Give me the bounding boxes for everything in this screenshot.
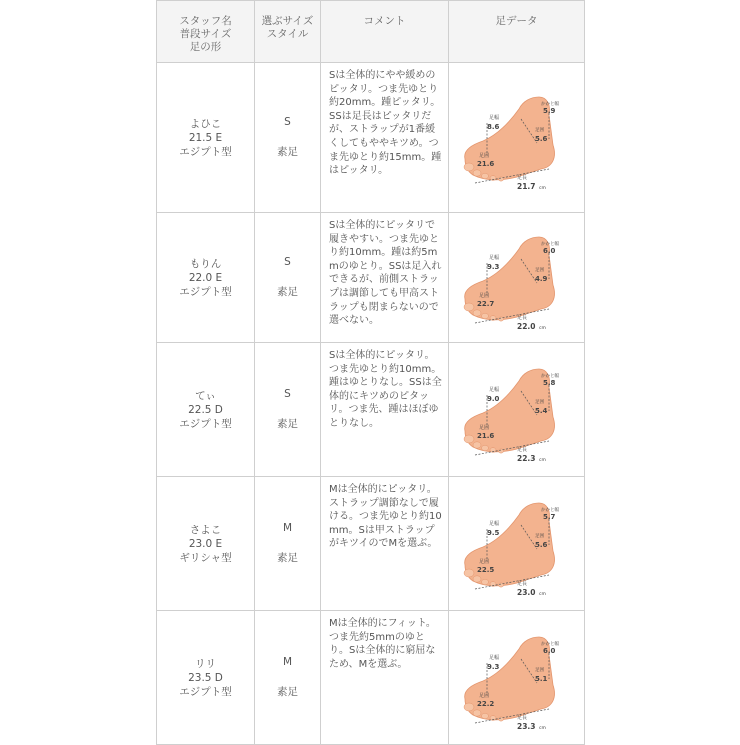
size-cell xyxy=(255,63,321,213)
length-value: 21.7 xyxy=(516,181,536,191)
width-value: 8.6 xyxy=(486,122,499,131)
heel-value: 5.6 xyxy=(534,540,547,549)
style-label: 素足 xyxy=(277,286,298,298)
girth-caption: 足囲 xyxy=(478,424,489,431)
comment-cell: Sは全体的にやや緩めのピッタリ。つま先ゆとり約20mm。踵ピッタリ。SSは足長はピッタリだが、ストラップが1番緩くしてもややキツめ。つま先ゆとり約15mm。踵はピッタリ。 xyxy=(321,63,449,213)
table-row xyxy=(157,611,585,745)
foot-data-cell xyxy=(449,213,585,343)
staff-cell xyxy=(157,343,255,477)
length-caption: 足長 xyxy=(516,174,527,181)
length-caption: 足長 xyxy=(516,446,527,453)
comment-cell: Sは全体的にピッタリで履きやすい。つま先ゆとり約10mm。踵は約5mmのゆとり。SSは足入れできるが、前側ストラップは調節しても甲高ストラップも閉まらないので選べない。 xyxy=(321,213,449,343)
toe-icon xyxy=(473,441,481,447)
foot-shape: エジプト型 xyxy=(179,685,232,698)
staff-name: よひこ xyxy=(189,117,222,130)
foot-data-cell xyxy=(449,611,585,745)
toe-icon xyxy=(464,703,474,711)
girth-value: 21.6 xyxy=(476,159,494,168)
height-caption: かかと幅 xyxy=(540,101,559,107)
foot-shape: エジプト型 xyxy=(179,417,232,430)
girth-caption: 足囲 xyxy=(478,692,489,699)
toe-icon xyxy=(473,709,481,715)
table-row xyxy=(157,213,585,343)
style-label: 素足 xyxy=(277,552,298,564)
toe-icon xyxy=(473,309,481,315)
length-value: 22.3 xyxy=(516,453,536,463)
heel-caption: 足囲 xyxy=(534,267,544,273)
usual-size: 23.5 D xyxy=(188,671,223,684)
width-caption: 足幅 xyxy=(488,114,499,121)
header-foot-data: 足データ xyxy=(449,1,585,63)
girth-value: 22.7 xyxy=(476,299,494,308)
length-value: 23.3 xyxy=(516,721,536,731)
heel-caption: 足囲 xyxy=(534,667,544,673)
width-value: 9.3 xyxy=(486,262,499,271)
heel-caption: 足囲 xyxy=(534,399,544,405)
length-unit: cm xyxy=(538,725,546,731)
height-value: 6.0 xyxy=(542,246,555,255)
staff-cell xyxy=(157,63,255,213)
header-size-line-1: 選ぶサイズ xyxy=(261,15,314,27)
chosen-size: M xyxy=(282,656,293,668)
height-value: 5.7 xyxy=(542,512,555,521)
usual-size: 22.0 E xyxy=(188,271,223,284)
usual-size: 23.0 E xyxy=(188,537,223,550)
foot-diagram xyxy=(457,223,577,333)
toe-icon xyxy=(481,313,488,319)
toe-icon xyxy=(473,575,481,581)
staff-name: リリ xyxy=(195,657,216,670)
length-caption: 足長 xyxy=(516,314,527,321)
header-comment: コメント xyxy=(321,1,449,63)
header-size-line-2: スタイル xyxy=(266,28,309,40)
style-label: 素足 xyxy=(277,146,298,158)
fit-table xyxy=(156,0,585,745)
size-cell xyxy=(255,343,321,477)
girth-value: 21.6 xyxy=(476,431,494,440)
foot-shape: エジプト型 xyxy=(179,145,232,158)
table-row xyxy=(157,477,585,611)
width-caption: 足幅 xyxy=(488,254,499,261)
foot-diagram xyxy=(457,83,577,193)
toe-icon xyxy=(481,173,488,179)
header-staff-line-3: 足の形 xyxy=(189,41,222,53)
heel-caption: 足囲 xyxy=(534,533,544,539)
foot-data-cell xyxy=(449,63,585,213)
foot-shape: ギリシャ型 xyxy=(179,551,232,564)
length-unit: cm xyxy=(538,457,546,463)
toe-icon xyxy=(481,713,488,719)
length-value: 22.0 xyxy=(516,321,536,331)
width-value: 9.5 xyxy=(486,528,499,537)
heel-value: 4.9 xyxy=(534,274,547,283)
foot-data-cell xyxy=(449,477,585,611)
chosen-size: S xyxy=(284,256,291,268)
toe-icon xyxy=(473,169,481,175)
toe-icon xyxy=(481,579,488,585)
toe-icon xyxy=(464,303,474,311)
height-caption: かかと幅 xyxy=(540,373,559,379)
staff-cell xyxy=(157,477,255,611)
heel-value: 5.6 xyxy=(534,134,547,143)
staff-name: てぃ xyxy=(195,389,216,402)
foot-diagram xyxy=(457,623,577,733)
header-size xyxy=(255,1,321,63)
heel-value: 5.4 xyxy=(534,406,547,415)
height-value: 5.8 xyxy=(542,378,555,387)
staff-name: もりん xyxy=(189,257,222,270)
length-unit: cm xyxy=(538,325,546,331)
length-value: 23.0 xyxy=(516,587,536,597)
width-caption: 足幅 xyxy=(488,520,499,527)
chosen-size: S xyxy=(284,388,291,400)
foot-data-cell xyxy=(449,343,585,477)
table-header-row xyxy=(157,1,585,63)
heel-caption: 足囲 xyxy=(534,127,544,133)
style-label: 素足 xyxy=(277,686,298,698)
staff-cell xyxy=(157,611,255,745)
length-unit: cm xyxy=(538,185,546,191)
width-caption: 足幅 xyxy=(488,386,499,393)
usual-size: 22.5 D xyxy=(188,403,223,416)
staff-cell xyxy=(157,213,255,343)
toe-icon xyxy=(464,163,474,171)
length-caption: 足長 xyxy=(516,714,527,721)
toe-icon xyxy=(481,445,488,451)
header-staff xyxy=(157,1,255,63)
width-value: 9.0 xyxy=(486,394,499,403)
height-caption: かかと幅 xyxy=(540,507,559,513)
foot-shape: エジプト型 xyxy=(179,285,232,298)
table-row xyxy=(157,63,585,213)
height-value: 6.0 xyxy=(542,646,555,655)
comment-cell: Mは全体的にピッタリ。ストラップ調節なしで履ける。つま先ゆとり約10mm。Sは甲ストラップがキツイのでMを選ぶ。 xyxy=(321,477,449,611)
girth-caption: 足囲 xyxy=(478,152,489,159)
height-caption: かかと幅 xyxy=(540,241,559,247)
header-staff-line-2: 普段サイズ xyxy=(179,28,232,40)
girth-caption: 足囲 xyxy=(478,292,489,299)
size-cell xyxy=(255,213,321,343)
usual-size: 21.5 E xyxy=(188,131,223,144)
header-staff-line-1: スタッフ名 xyxy=(179,15,232,27)
girth-caption: 足囲 xyxy=(478,558,489,565)
chosen-size: M xyxy=(282,522,293,534)
height-caption: かかと幅 xyxy=(540,641,559,647)
foot-diagram xyxy=(457,489,577,599)
heel-value: 5.1 xyxy=(534,674,547,683)
toe-icon xyxy=(464,435,474,443)
girth-value: 22.5 xyxy=(476,565,494,574)
size-cell xyxy=(255,477,321,611)
width-value: 9.3 xyxy=(486,662,499,671)
width-caption: 足幅 xyxy=(488,654,499,661)
length-caption: 足長 xyxy=(516,580,527,587)
length-unit: cm xyxy=(538,591,546,597)
girth-value: 22.2 xyxy=(476,699,494,708)
size-cell xyxy=(255,611,321,745)
chosen-size: S xyxy=(284,116,291,128)
comment-cell: Mは全体的にフィット。つま先約5mmのゆとり。Sは全体的に窮屈なため、Mを選ぶ。 xyxy=(321,611,449,745)
style-label: 素足 xyxy=(277,418,298,430)
foot-diagram xyxy=(457,355,577,465)
staff-name: さよこ xyxy=(189,523,222,536)
toe-icon xyxy=(464,569,474,577)
comment-cell: Sは全体的にピッタリ。つま先ゆとり約10mm。踵はゆとりなし。SSは全体的にキツめのピタッリ。つま先、踵はほぼゆとりなし。 xyxy=(321,343,449,477)
height-value: 5.9 xyxy=(542,106,555,115)
table-row xyxy=(157,343,585,477)
